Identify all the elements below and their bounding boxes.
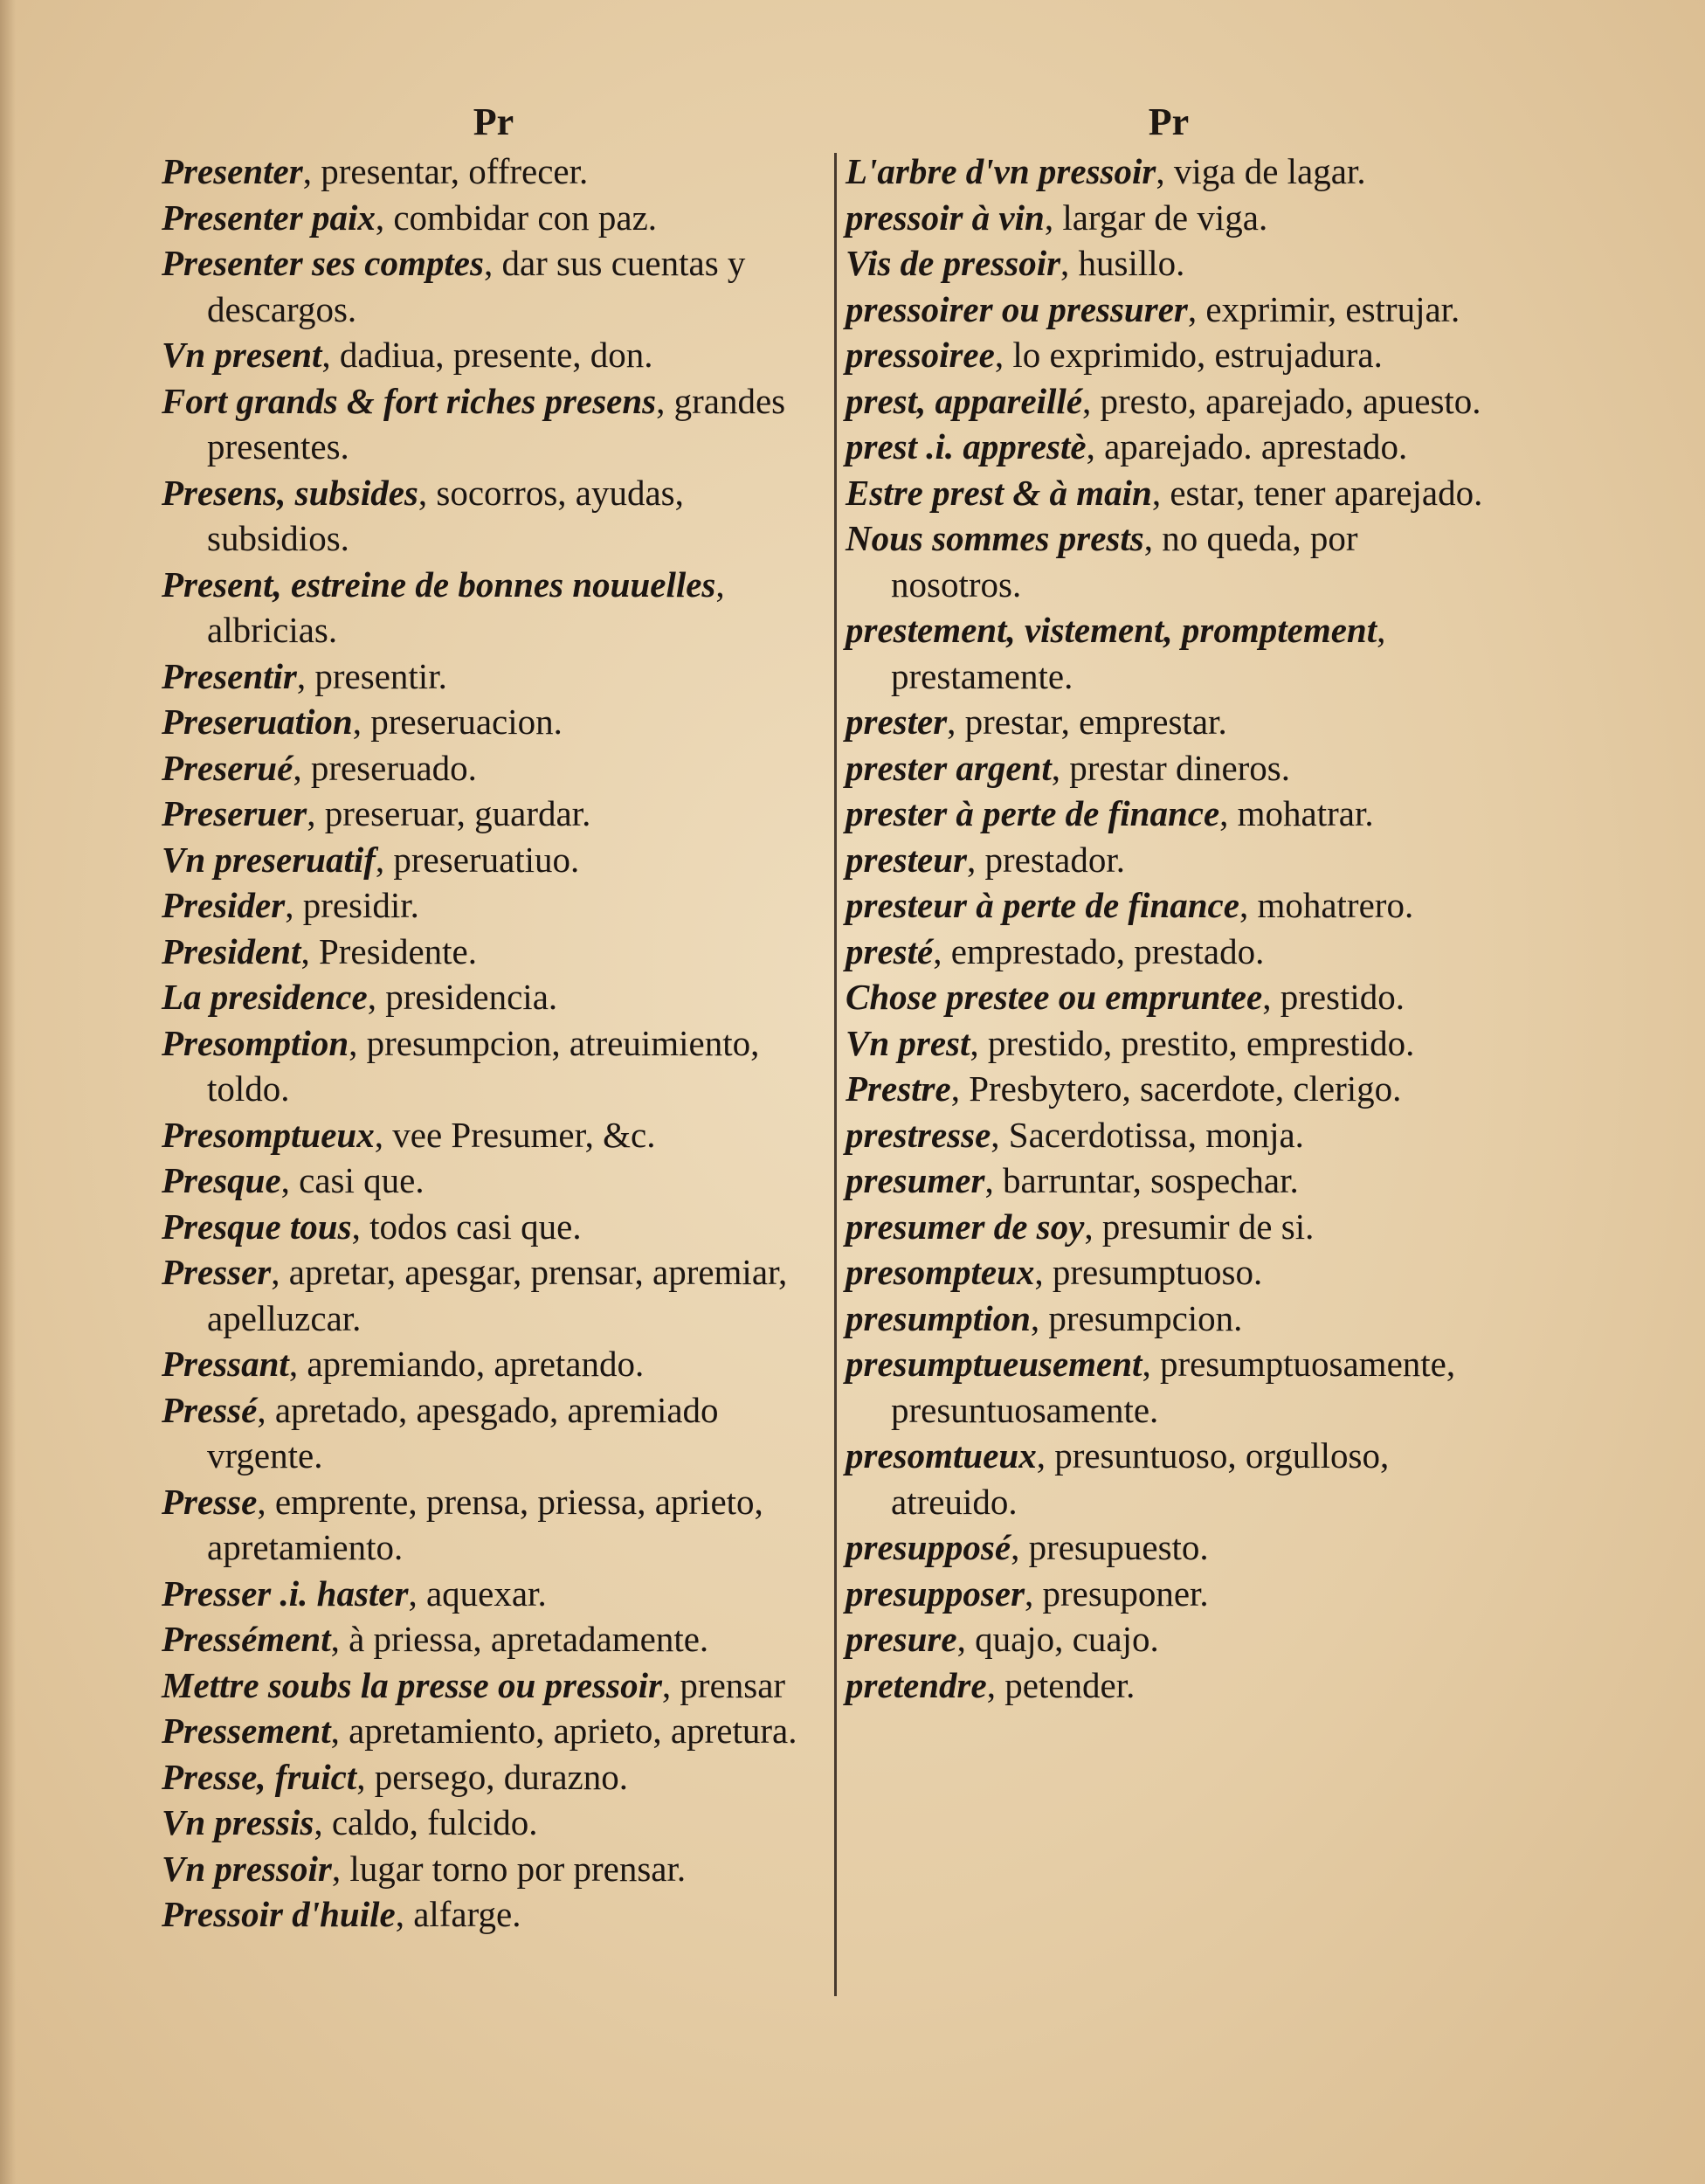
dictionary-entry (846, 470, 1492, 516)
dictionary-entry (846, 607, 1492, 699)
entry-translation: , largar de viga. (1044, 197, 1268, 238)
dictionary-entry (162, 1708, 825, 1754)
entry-headword: presumptueusement (846, 1344, 1142, 1384)
entry-translation: , presuponer. (1025, 1572, 1209, 1614)
entry-headword: Presse (162, 1481, 258, 1522)
entry-headword: presure (846, 1619, 957, 1659)
dictionary-entry (846, 1341, 1492, 1433)
right-column (846, 96, 1492, 1708)
dictionary-entry (162, 929, 825, 975)
entry-translation: , presidir. (285, 885, 419, 925)
dictionary-entry (846, 1616, 1492, 1662)
entry-translation: , casi que. (280, 1160, 425, 1200)
dictionary-entry (846, 1524, 1492, 1571)
entry-headword: presumer (846, 1160, 985, 1200)
entry-headword: Presser .i. haster (162, 1572, 409, 1614)
entry-headword: Prestre (846, 1068, 951, 1109)
dictionary-entry (162, 470, 825, 562)
entry-translation: , todos casi que. (351, 1206, 582, 1247)
entry-translation: , combidar con paz. (375, 197, 658, 238)
entry-translation: , preseruar, guardar. (307, 793, 591, 833)
dictionary-entry (846, 378, 1492, 425)
entry-headword: Pressément (162, 1619, 331, 1659)
dictionary-entry (162, 1020, 825, 1112)
entry-headword: prestement, vistement, promptement (846, 610, 1377, 650)
entry-translation: , grandes presentes. (207, 380, 786, 467)
dictionary-entry (846, 745, 1492, 791)
entry-translation: , preseruatiuo. (375, 839, 580, 880)
dictionary-entry (162, 1204, 825, 1250)
running-head-left: Pr (473, 100, 514, 143)
dictionary-entry (162, 1891, 825, 1938)
dictionary-entry (846, 929, 1492, 975)
dictionary-entry (162, 378, 825, 470)
dictionary-entry (846, 332, 1492, 378)
entry-translation: , prestar dineros. (1051, 747, 1290, 788)
running-head-right: Pr (1148, 100, 1190, 143)
entry-headword: Presenter (162, 151, 303, 191)
entry-translation: , prestamente. (891, 610, 1386, 696)
entry-translation: , apretado, apesgado, apremiado vrgente. (207, 1389, 719, 1476)
dictionary-entry (846, 515, 1492, 607)
entry-translation: , presumptuoso. (1034, 1252, 1263, 1292)
entry-translation: , Presbytero, sacerdote, clerigo. (950, 1068, 1402, 1109)
dictionary-entry (846, 240, 1492, 287)
dictionary-entry (162, 562, 825, 653)
entry-headword: presteur (846, 839, 967, 880)
entry-headword: Fort grands & fort riches presens (162, 380, 657, 421)
entry-translation: , presupuesto. (1011, 1527, 1209, 1567)
entry-translation: , presumptuosamente, presuntuosamente. (891, 1344, 1456, 1430)
dictionary-entry (162, 1616, 825, 1662)
dictionary-entry (846, 1662, 1492, 1709)
entry-translation: , alfarge. (395, 1894, 521, 1934)
dictionary-entry (846, 699, 1492, 745)
dictionary-entry (846, 1204, 1492, 1250)
right-entry-list (846, 149, 1492, 1708)
entry-headword: Presque (162, 1160, 281, 1200)
entry-translation: , husillo. (1060, 243, 1185, 283)
entry-translation: , apretamiento, aprieto, apretura. (330, 1711, 797, 1751)
dictionary-entry (162, 1249, 825, 1341)
entry-translation: , dadiua, presente, don. (321, 335, 653, 375)
entry-headword: presupposer (846, 1572, 1025, 1614)
entry-translation: , Sacerdotissa, monja. (991, 1114, 1304, 1155)
entry-translation: , apremiando, apretando. (288, 1344, 645, 1384)
dictionary-entry (162, 149, 825, 195)
entry-translation: , mohatrero. (1239, 885, 1414, 925)
entry-headword: Presenter paix (162, 197, 376, 238)
entry-translation: , prestar, emprestar. (947, 702, 1227, 742)
dictionary-entry (162, 974, 825, 1020)
entry-headword: Pressement (162, 1711, 331, 1751)
entry-headword: presupposé (846, 1527, 1011, 1567)
left-column (162, 96, 825, 1938)
dictionary-entry (846, 1112, 1492, 1158)
entry-headword: Vn present (162, 335, 322, 375)
entry-headword: Nous sommes prests (846, 518, 1144, 558)
dictionary-entry (162, 1341, 825, 1387)
dictionary-entry (162, 1754, 825, 1800)
entry-headword: Vn prest (846, 1022, 970, 1063)
entry-headword: pressoiree (846, 335, 995, 375)
dictionary-entry (162, 882, 825, 929)
dictionary-entry (846, 424, 1492, 470)
dictionary-entry (162, 1158, 825, 1204)
entry-translation: , exprimir, estrujar. (1187, 288, 1460, 329)
entry-headword: Presomptueux (162, 1114, 375, 1155)
entry-headword: presteur à perte de finance (846, 885, 1239, 925)
entry-headword: Preserué (162, 747, 293, 788)
entry-translation: , prestido, prestito, emprestido. (970, 1022, 1415, 1063)
dictionary-entry (846, 1066, 1492, 1112)
entry-headword: President (162, 930, 301, 971)
entry-headword: Mettre soubs la presse ou pressoir (162, 1664, 662, 1705)
entry-translation: , quajo, cuajo. (956, 1619, 1159, 1659)
entry-headword: presumption (846, 1297, 1031, 1338)
entry-headword: Pressé (162, 1389, 258, 1430)
entry-translation: , presentar, offrecer. (302, 151, 589, 191)
entry-headword: Presque tous (162, 1206, 352, 1247)
entry-translation: , Presidente. (300, 930, 477, 971)
dictionary-entry (162, 1479, 825, 1571)
entry-translation: , dar sus cuentas y descargos. (207, 243, 746, 329)
entry-headword: pressoir à vin (846, 197, 1045, 238)
entry-headword: Presenter ses comptes (162, 243, 484, 283)
entry-translation: , presto, aparejado, apuesto. (1082, 380, 1481, 421)
dictionary-entry (846, 1571, 1492, 1617)
entry-headword: Presens, subsides (162, 472, 418, 513)
entry-translation: , presumpcion, atreuimiento, toldo. (207, 1022, 760, 1109)
entry-translation: , estar, tener aparejado. (1151, 472, 1483, 513)
dictionary-entry (162, 195, 825, 241)
dictionary-entry (162, 1846, 825, 1892)
dictionary-entry (162, 791, 825, 837)
entry-headword: Pressoir d'huile (162, 1894, 396, 1934)
entry-translation: , albricias. (207, 563, 725, 650)
entry-translation: , prestido. (1262, 977, 1405, 1017)
entry-translation: , à priessa, apretadamente. (330, 1619, 709, 1659)
dictionary-entry (162, 1387, 825, 1479)
entry-headword: prestresse (846, 1114, 991, 1155)
entry-headword: Vn pressoir (162, 1848, 332, 1889)
dictionary-entry (846, 1433, 1492, 1524)
entry-translation: , no queda, por nosotros. (891, 518, 1358, 605)
dictionary-entry (846, 1020, 1492, 1067)
entry-headword: Preseruation (162, 702, 353, 742)
entry-translation: , caldo, fulcido. (314, 1802, 538, 1842)
entry-headword: Vis de pressoir (846, 243, 1061, 283)
entry-headword: Presomption (162, 1022, 349, 1063)
entry-translation: , preseruado. (293, 747, 477, 788)
dictionary-entry (162, 1662, 825, 1709)
column-rule (834, 153, 837, 1996)
entry-translation: , presumpcion. (1030, 1297, 1243, 1338)
entry-headword: Presse, fruict (162, 1756, 357, 1797)
entry-translation: , persego, durazno. (356, 1756, 629, 1797)
entry-headword: Present, estreine de bonnes nouuelles (162, 563, 716, 605)
entry-headword: prester argent (846, 747, 1052, 788)
entry-translation: , preseruacion. (352, 702, 563, 742)
entry-translation: , presentir. (296, 655, 447, 696)
entry-headword: prest .i. apprestè (846, 426, 1087, 467)
entry-headword: presompteux (846, 1252, 1035, 1292)
dictionary-entry (162, 1571, 825, 1617)
entry-translation: , barruntar, sospechar. (984, 1160, 1299, 1200)
dictionary-entry (162, 1800, 825, 1846)
entry-translation: , prestador. (966, 839, 1126, 880)
entry-translation: , petender. (986, 1664, 1136, 1705)
entry-headword: prester à perte de finance (846, 793, 1220, 833)
entry-translation: , aquexar. (408, 1572, 547, 1614)
dictionary-entry (846, 974, 1492, 1020)
entry-headword: Vn pressis (162, 1802, 314, 1842)
entry-headword: presté (846, 930, 934, 971)
dictionary-entry (846, 1249, 1492, 1296)
dictionary-entry (846, 1158, 1492, 1204)
dictionary-entry (162, 699, 825, 745)
entry-headword: presomtueux (846, 1435, 1037, 1476)
dictionary-entry (162, 332, 825, 378)
page-edge-shadow (0, 0, 16, 2184)
entry-translation: , emprestado, prestado. (933, 930, 1265, 971)
entry-headword: prest, appareillé (846, 380, 1083, 421)
dictionary-entry (846, 791, 1492, 837)
dictionary-entry (846, 1296, 1492, 1342)
entry-headword: presumer de soy (846, 1206, 1085, 1247)
entry-translation: , emprente, prensa, priessa, aprieto, apretamiento. (207, 1481, 763, 1567)
entry-headword: Presider (162, 885, 286, 925)
entry-headword: Preseruer (162, 793, 307, 833)
entry-headword: La presidence (162, 977, 368, 1017)
dictionary-entry (162, 240, 825, 332)
dictionary-entry (846, 195, 1492, 241)
entry-headword: prester (846, 702, 948, 742)
entry-headword: Vn preseruatif (162, 839, 376, 880)
dictionary-entry (162, 745, 825, 791)
entry-translation: , presumir de si. (1084, 1206, 1315, 1247)
entry-translation: , lugar torno por prensar. (331, 1848, 687, 1889)
entry-headword: Estre prest & à main (846, 472, 1152, 513)
entry-headword: Presentir (162, 655, 297, 696)
entry-translation: , aparejado. aprestado. (1086, 426, 1408, 467)
entry-translation: , presuntuoso, orgulloso, atreuido. (891, 1435, 1390, 1522)
dictionary-entry (162, 1112, 825, 1158)
entry-headword: Presser (162, 1252, 272, 1292)
entry-headword: pressoirer ou pressurer (846, 288, 1188, 329)
entry-translation: , viga de lagar. (1156, 151, 1366, 191)
entry-headword: Pressant (162, 1344, 289, 1384)
entry-headword: Chose prestee ou empruntee (846, 977, 1263, 1017)
entry-translation: , socorros, ayudas, subsidios. (207, 472, 684, 558)
dictionary-entry (162, 837, 825, 883)
dictionary-entry (846, 882, 1492, 929)
entry-translation: , mohatrar. (1219, 793, 1374, 833)
left-entry-list (162, 149, 825, 1938)
entry-translation: , prensar (661, 1664, 786, 1705)
entry-translation: , vee Presumer, &c. (374, 1114, 656, 1155)
entry-translation: , lo exprimido, estrujadura. (994, 335, 1383, 375)
entry-translation: , presidencia. (367, 977, 558, 1017)
entry-headword: pretendre (846, 1664, 987, 1705)
entry-headword: L'arbre d'vn pressoir (846, 151, 1156, 191)
dictionary-entry (846, 287, 1492, 333)
entry-translation: , apretar, apesgar, prensar, apremiar, apelluzcar. (207, 1252, 788, 1338)
dictionary-entry (846, 149, 1492, 195)
dictionary-entry (846, 837, 1492, 883)
dictionary-entry (162, 653, 825, 700)
